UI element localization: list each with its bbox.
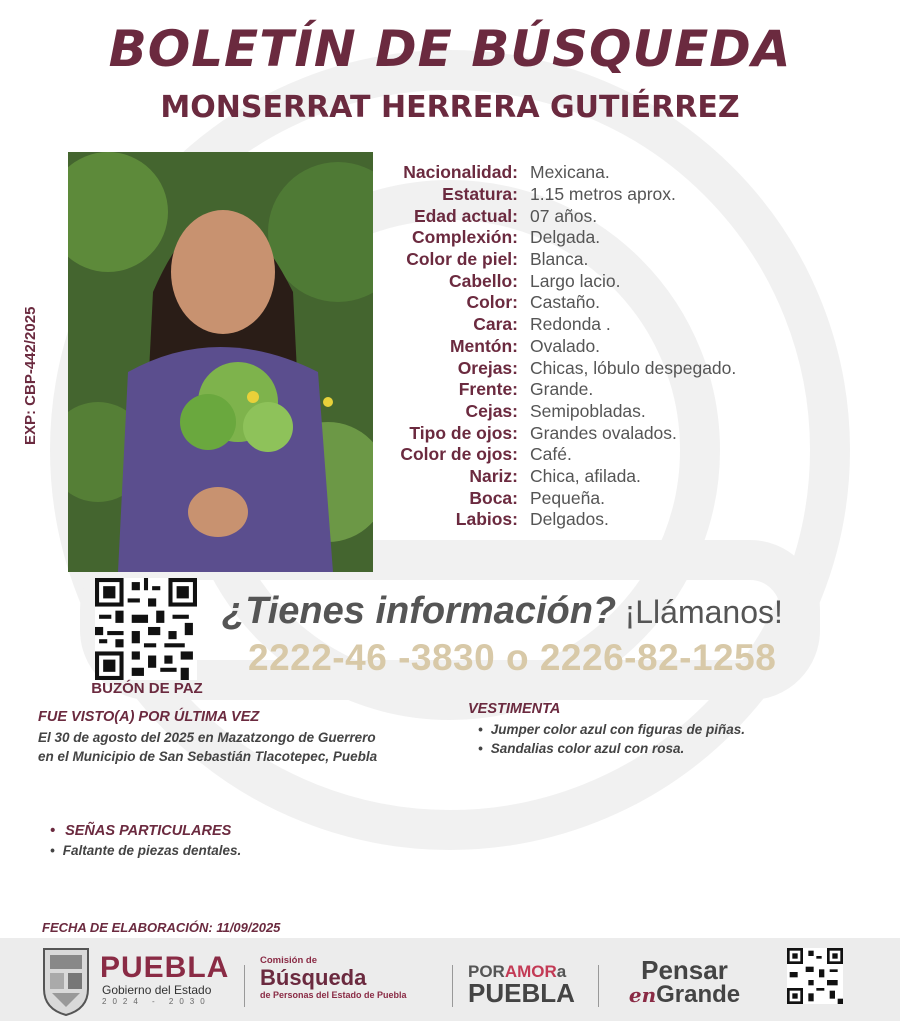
person-photo — [68, 152, 373, 572]
comision-line3: de Personas del Estado de Puebla — [260, 990, 407, 1000]
attr-label: Cejas: — [465, 400, 518, 421]
en-text: en — [628, 983, 657, 1007]
attr-value: 1.15 metros aprox. — [530, 184, 676, 205]
years-text: 2024 - 2030 — [102, 997, 211, 1006]
attr-row — [380, 422, 840, 444]
footer-qr-code-icon[interactable] — [787, 948, 843, 1004]
footer-divider — [244, 965, 245, 1007]
attr-row — [380, 401, 840, 423]
attr-row — [380, 509, 840, 531]
footer-divider — [598, 965, 599, 1007]
attr-value: 07 años. — [530, 205, 598, 226]
puebla-wordmark: PUEBLA — [100, 951, 230, 984]
attr-value: Ovalado. — [530, 335, 601, 356]
puebla-government-logo — [100, 953, 230, 1006]
footer-divider — [452, 965, 453, 1007]
last-seen-title: FUE VISTO(A) POR ÚLTIMA VEZ — [38, 709, 260, 725]
attr-label: Boca: — [469, 487, 518, 508]
attr-label: Color de ojos: — [400, 444, 518, 465]
attr-row — [380, 227, 840, 249]
attr-label: Complexión: — [412, 227, 518, 248]
attr-row — [380, 379, 840, 401]
person-name: MONSERRAT HERRERA GUTIÉRREZ — [160, 90, 740, 125]
attr-value: Café. — [530, 444, 572, 465]
comision-busqueda-logo — [260, 955, 440, 1001]
attr-value: Castaño. — [530, 292, 601, 313]
pensar-text: Pensar — [641, 955, 728, 985]
attr-row — [380, 487, 840, 509]
clothing-list — [478, 720, 745, 758]
attr-label: Estatura: — [442, 184, 518, 205]
last-seen-line: en el Municipio de San Sebastián Tlacotepec, Puebla — [38, 749, 378, 764]
attr-label: Tipo de ojos: — [409, 422, 518, 443]
bulletin-title: BOLETÍN DE BÚSQUEDA — [108, 20, 792, 78]
attr-value: Delgados. — [530, 509, 609, 530]
attr-row — [380, 444, 840, 466]
attr-label: Labios: — [455, 509, 518, 530]
attr-row — [380, 336, 840, 358]
poramor-amor: AMOR — [504, 962, 557, 981]
attr-row — [380, 184, 840, 206]
expediente-number: EXP: CBP-442/2025 — [22, 306, 39, 445]
phone-numbers[interactable]: 2222-46 -3830 o 2226-82-1258 — [248, 637, 777, 678]
attr-value: Mexicana. — [530, 162, 610, 183]
poramor-a: a — [556, 962, 567, 981]
list-item: • Faltante de piezas dentales. — [50, 843, 241, 858]
attr-row — [380, 314, 840, 336]
attr-label: Nacionalidad: — [403, 162, 518, 183]
attr-value: Grande. — [530, 379, 594, 400]
state-shield-icon — [40, 945, 92, 1017]
contact-question — [222, 590, 882, 633]
attr-label: Nariz: — [469, 465, 518, 486]
attr-value: Largo lacio. — [530, 270, 621, 291]
marks-list — [50, 843, 241, 858]
list-item: • Sandalias color azul con rosa. — [478, 739, 745, 758]
attr-label: Cara: — [473, 314, 518, 335]
comision-line1: Comisión de — [260, 955, 318, 966]
poramor-por: POR — [468, 962, 505, 981]
attr-row — [380, 466, 840, 488]
last-seen-text — [38, 728, 478, 766]
question-text: ¿Tienes información? — [222, 590, 617, 632]
attr-row — [380, 249, 840, 271]
attr-label: Frente: — [458, 379, 518, 400]
grande-text: Grande — [656, 981, 741, 1008]
attr-value: Chicas, lóbulo despegado. — [530, 357, 737, 378]
call-text: ¡Llámanos! — [624, 594, 783, 630]
attr-row — [380, 292, 840, 314]
gobierno-text: Gobierno del Estado — [102, 983, 212, 997]
attr-label: Color: — [466, 292, 518, 313]
last-seen-line: El 30 de agosto del 2025 en Mazatzongo de Guerrero — [38, 730, 376, 745]
qr-code-icon[interactable] — [95, 578, 197, 680]
en-grande-text — [612, 983, 757, 1007]
date-label: FECHA DE ELABORACIÓN: — [42, 920, 213, 935]
attr-label: Orejas: — [457, 357, 518, 378]
attr-label: Mentón: — [449, 335, 518, 356]
pensar-en-grande-logo — [612, 957, 757, 1007]
attr-row — [380, 162, 840, 184]
attr-row — [380, 357, 840, 379]
attr-value: Pequeña. — [530, 487, 605, 508]
comision-line2: Búsqueda — [260, 965, 367, 990]
elaboration-date — [42, 920, 280, 935]
attr-label: Cabello: — [448, 270, 518, 291]
por-amor-puebla-logo — [468, 963, 588, 1006]
date-value: 11/09/2025 — [216, 920, 281, 935]
attr-value: Grandes ovalados. — [530, 422, 677, 443]
buzon-label: BUZÓN DE PAZ — [91, 680, 203, 697]
attr-row — [380, 270, 840, 292]
attr-value: Delgada. — [530, 227, 601, 248]
attr-value: Chica, afilada. — [530, 465, 641, 486]
marks-title: • SEÑAS PARTICULARES — [50, 823, 231, 839]
attr-value: Redonda . — [530, 314, 611, 335]
attr-value: Blanca. — [530, 249, 589, 270]
clothing-title: VESTIMENTA — [468, 701, 561, 717]
attr-label: Color de piel: — [406, 249, 518, 270]
attr-value: Semipobladas. — [530, 400, 646, 421]
attr-row — [380, 205, 840, 227]
attr-label: Edad actual: — [413, 205, 518, 226]
poramor-puebla: PUEBLA — [468, 978, 575, 1008]
attributes-list — [380, 162, 840, 531]
list-item: • Jumper color azul con figuras de piñas. — [478, 720, 745, 739]
